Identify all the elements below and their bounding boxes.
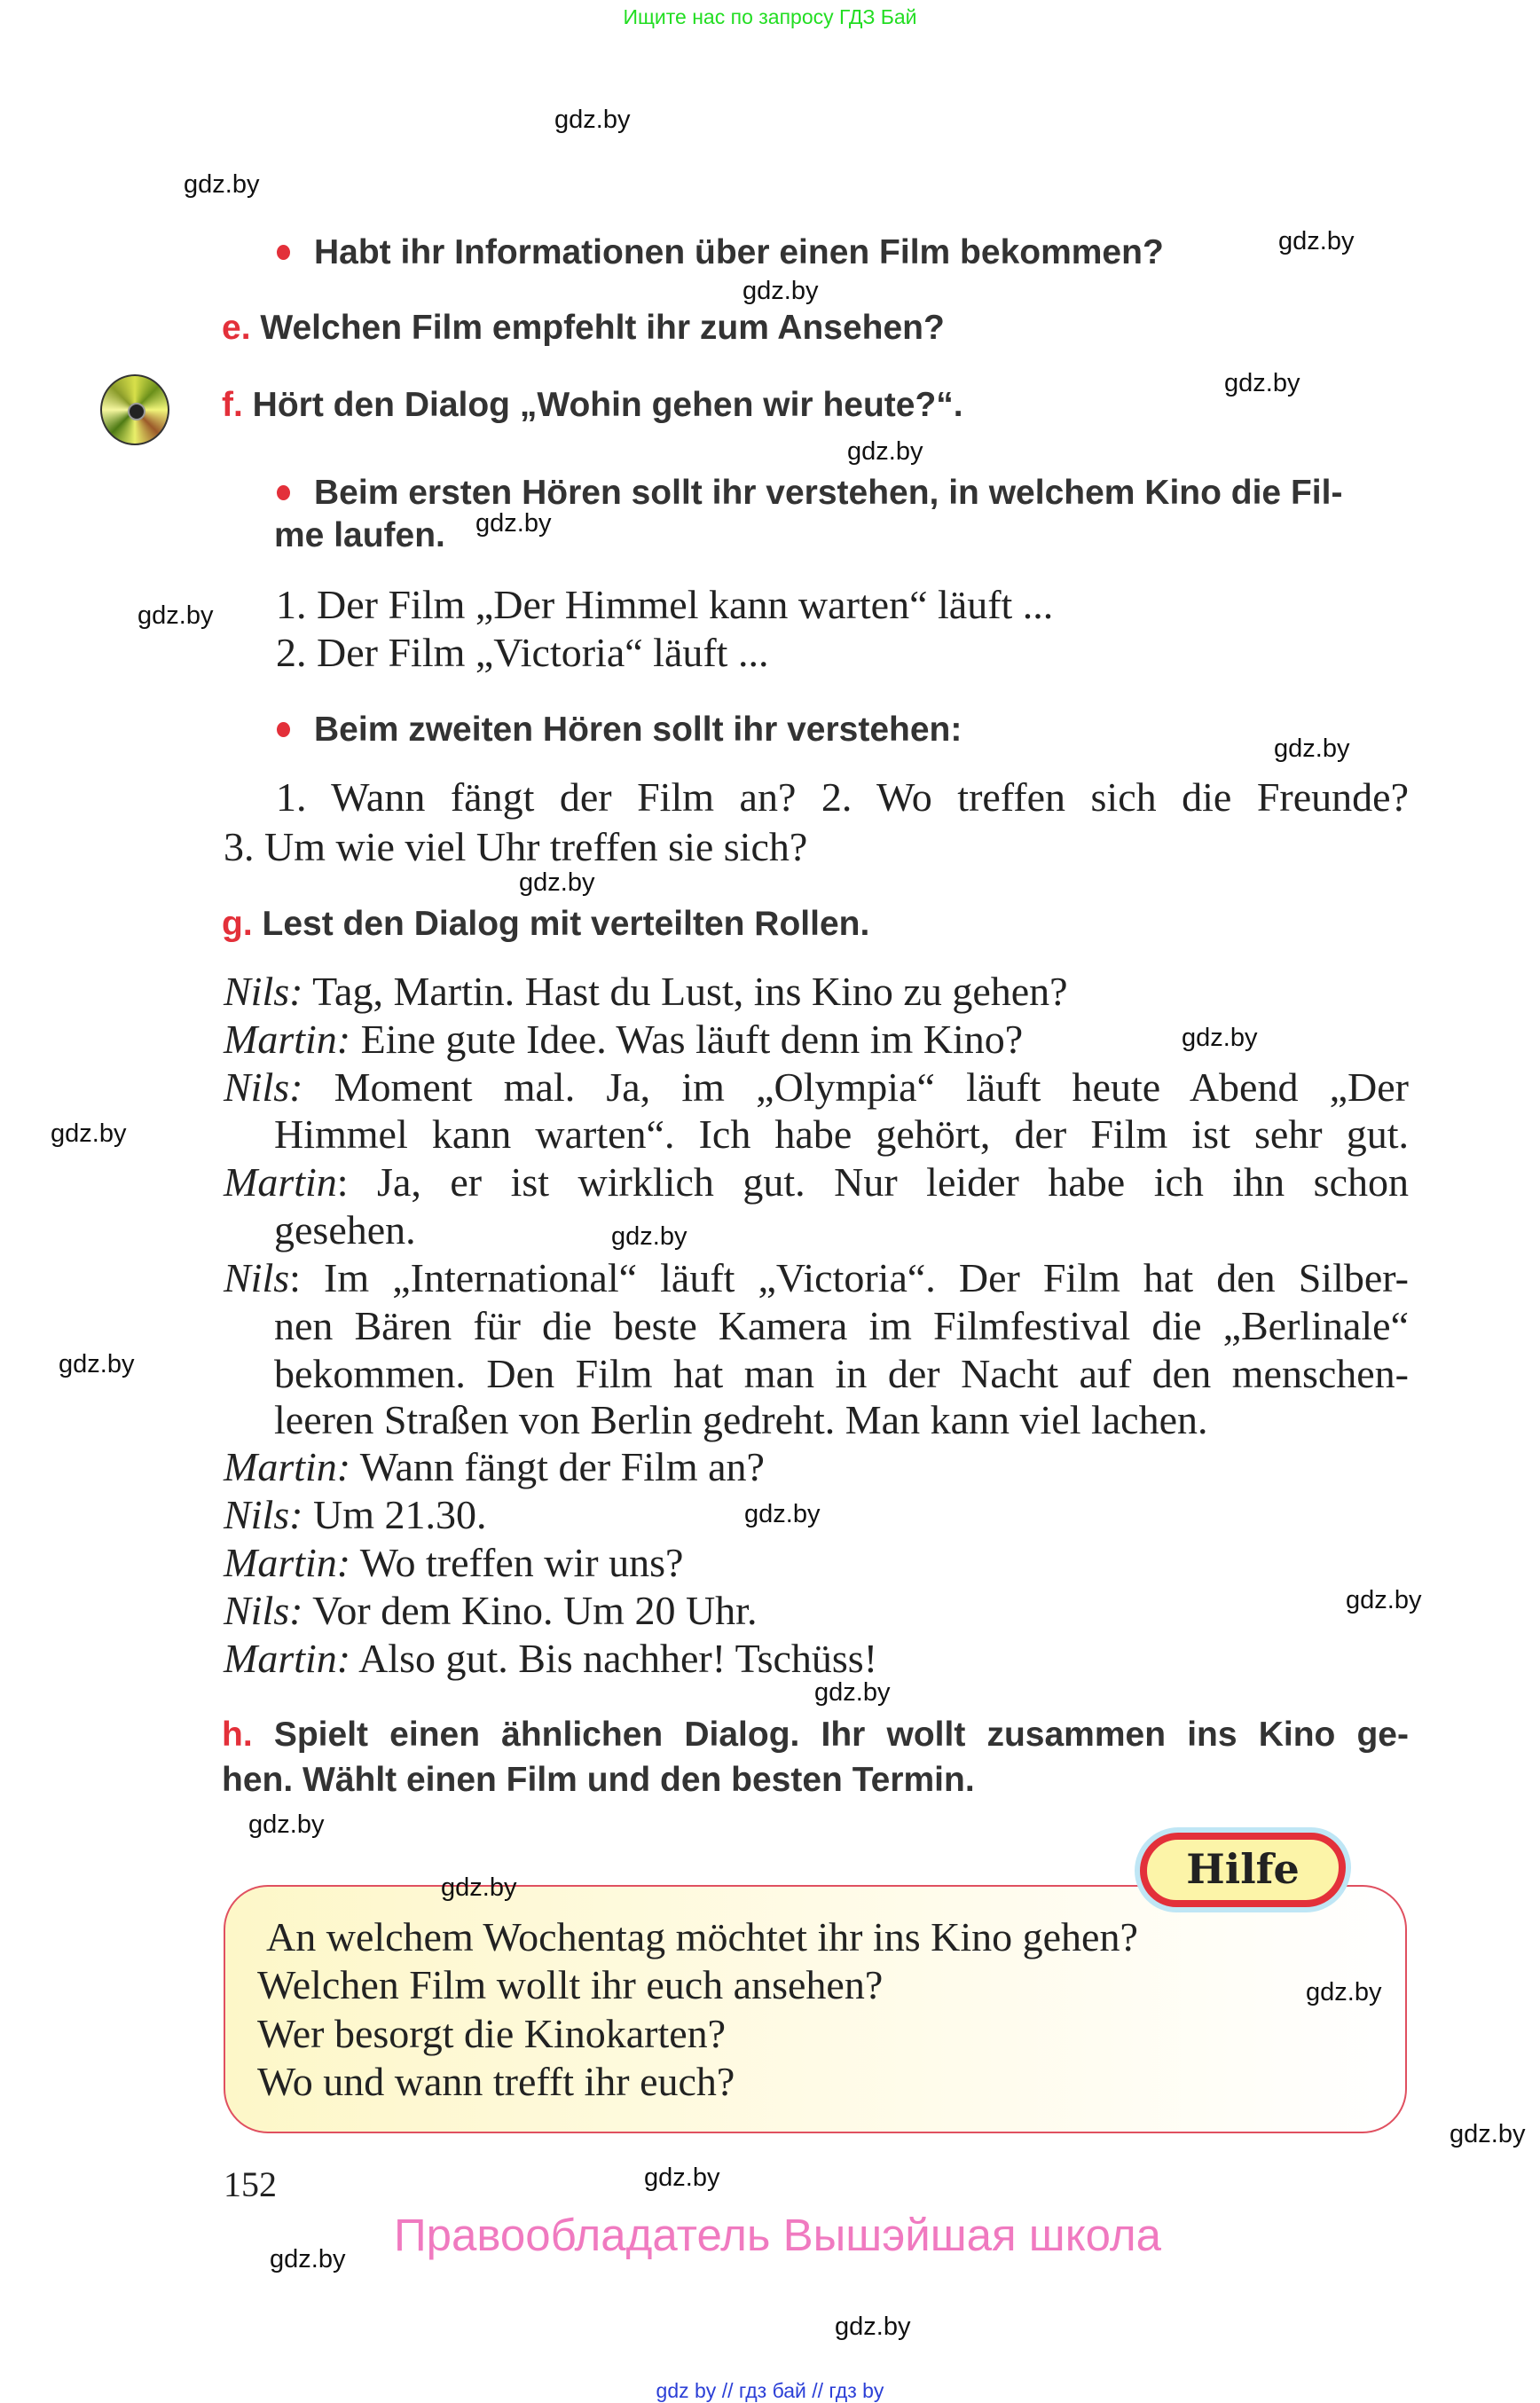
watermark: gdz.by <box>847 437 923 466</box>
dialog-line <box>224 1635 877 1683</box>
dialog-line <box>224 1491 486 1539</box>
watermark: gdz.by <box>59 1350 135 1378</box>
help-line: Wer besorgt die Kinokarten? <box>257 2011 727 2056</box>
dialog-line <box>224 1539 683 1587</box>
task-text: Lest den Dialog mit verteilten Rollen. <box>262 905 870 943</box>
speaker: Martin: <box>224 1017 351 1062</box>
dialog-text: Moment mal. Ja, im „Olympia“ läuft heute Abend „Der <box>334 1064 1410 1110</box>
bullet-icon <box>277 245 290 260</box>
dialog-text: Um 21.30. <box>312 1492 487 1537</box>
dialog-text: : Ja, er ist wirklich gut. Nur leider habe ich ihn schon <box>336 1159 1409 1205</box>
dialog-line <box>224 1587 757 1635</box>
dialog-text: Tag, Martin. Hast du Lust, ins Kino zu gehen? <box>312 969 1068 1014</box>
dialog-line: leeren Straßen von Berlin gedreht. Man kann viel lachen. <box>274 1397 1208 1442</box>
questions-line2: 3. Um wie viel Uhr treffen sie sich? <box>224 824 808 869</box>
bottom-links[interactable]: gdz by // гдз бай // гдз by <box>656 2379 884 2402</box>
task-h-line1 <box>222 1713 1409 1757</box>
watermark: gdz.by <box>742 277 819 305</box>
dialog-text: Eine gute Idee. Was läuft denn im Kino? <box>360 1017 1024 1062</box>
watermark: gdz.by <box>835 2313 911 2341</box>
watermark: gdz.by <box>1346 1586 1422 1614</box>
audio-cd-icon[interactable] <box>100 374 169 445</box>
question-2: 2. Der Film „Victoria“ läuft ... <box>276 630 769 675</box>
bullet-icon <box>277 722 290 737</box>
dialog-text: : Im „International“ läuft „Victoria“. Der Film hat den Silber- <box>289 1255 1409 1300</box>
dialog-line: nen Bären für die beste Kamera im Filmfestival die „Berlinale“ <box>274 1303 1409 1348</box>
task-d-bullet: Habt ihr Informationen über einen Film bekommen? <box>314 233 1164 271</box>
page-number: 152 <box>224 2164 277 2204</box>
watermark: gdz.by <box>1278 227 1355 255</box>
question-1: 1. Der Film „Der Himmel kann warten“ läuft ... <box>276 582 1054 627</box>
task-text: Welchen Film empfehlt ihr zum Ansehen? <box>260 309 945 347</box>
speaker: Martin: <box>224 1636 351 1681</box>
speaker: Nils: <box>224 969 303 1014</box>
watermark: gdz.by <box>475 509 552 538</box>
task-f-bullet1-line1: Beim ersten Hören sollt ihr verstehen, in welchem Kino die Fil- <box>314 474 1343 512</box>
task-text: Spielt einen ähnlichen Dialog. Ihr wollt zusammen ins Kino ge- <box>273 1716 1409 1754</box>
task-f-bullet2: Beim zweiten Hören sollt ihr verstehen: <box>314 711 962 749</box>
dialog-line: gesehen. <box>274 1207 416 1253</box>
speaker: Martin <box>224 1159 337 1205</box>
help-badge: Hilfe <box>1140 1833 1346 1907</box>
watermark: gdz.by <box>138 601 214 630</box>
task-letter: f. <box>222 386 243 424</box>
dialog-text: Wo treffen wir uns? <box>359 1540 684 1585</box>
watermark: gdz.by <box>644 2163 720 2192</box>
dialog-line <box>224 1158 1409 1206</box>
help-line: Welchen Film wollt ihr euch ansehen? <box>257 1962 884 2007</box>
bullet-icon <box>277 485 290 500</box>
watermark: gdz.by <box>441 1873 517 1902</box>
task-g <box>222 902 869 946</box>
speaker: Nils: <box>224 1492 303 1537</box>
dialog-line <box>224 1016 1023 1064</box>
watermark: gdz.by <box>611 1222 688 1251</box>
watermark: gdz.by <box>51 1119 127 1148</box>
watermark: gdz.by <box>519 868 595 897</box>
watermark: gdz.by <box>814 1678 891 1707</box>
watermark: gdz.by <box>184 170 260 199</box>
questions-line1: 1. Wann fängt der Film an? 2. Wo treffen sich die Freunde? <box>276 774 1409 820</box>
dialog-line <box>224 1064 1409 1111</box>
task-e <box>222 306 945 350</box>
speaker: Nils: <box>224 1064 303 1110</box>
dialog-text: Wann fängt der Film an? <box>359 1444 765 1489</box>
dialog-line: bekommen. Den Film hat man in der Nacht auf den menschen- <box>274 1351 1409 1396</box>
watermark: gdz.by <box>744 1500 821 1528</box>
task-text: Hört den Dialog „Wohin gehen wir heute?“. <box>252 386 963 424</box>
speaker: Nils: <box>224 1588 303 1633</box>
task-f <box>222 383 963 428</box>
task-letter: g. <box>222 905 253 943</box>
watermark: gdz.by <box>270 2245 346 2273</box>
watermark: gdz.by <box>1450 2120 1526 2148</box>
dialog-line <box>224 968 1068 1016</box>
watermark: gdz.by <box>1306 1978 1382 2006</box>
dialog-line <box>224 1443 765 1491</box>
dialog-line <box>224 1254 1409 1302</box>
task-f-bullet1-line2: me laufen. <box>274 516 445 554</box>
help-line: Wo und wann trefft ihr euch? <box>257 2059 735 2104</box>
dialog-text: Vor dem Kino. Um 20 Uhr. <box>312 1588 758 1633</box>
dialog-line: Himmel kann warten“. Ich habe gehört, der Film ist sehr gut. <box>274 1111 1409 1157</box>
watermark: gdz.by <box>1182 1024 1258 1052</box>
speaker: Martin: <box>224 1540 351 1585</box>
watermark: gdz.by <box>554 106 631 134</box>
watermark: gdz.by <box>1224 369 1300 397</box>
watermark: gdz.by <box>1274 734 1350 763</box>
help-line: An welchem Wochentag möchtet ihr ins Kino gehen? <box>266 1914 1138 1959</box>
task-h-line2: hen. Wählt einen Film und den besten Termin. <box>222 1761 975 1799</box>
speaker: Martin: <box>224 1444 351 1489</box>
speaker: Nils <box>224 1255 290 1300</box>
task-letter: h. <box>222 1716 253 1754</box>
dialog-text: Also gut. Bis nachher! Tschüss! <box>358 1636 878 1681</box>
task-letter: e. <box>222 309 251 347</box>
watermark: gdz.by <box>248 1810 325 1839</box>
copyright-notice: Правообладатель Вышэйшая школа <box>394 2210 1161 2260</box>
top-banner[interactable]: Ищите нас по запросу ГДЗ Бай <box>623 5 917 28</box>
